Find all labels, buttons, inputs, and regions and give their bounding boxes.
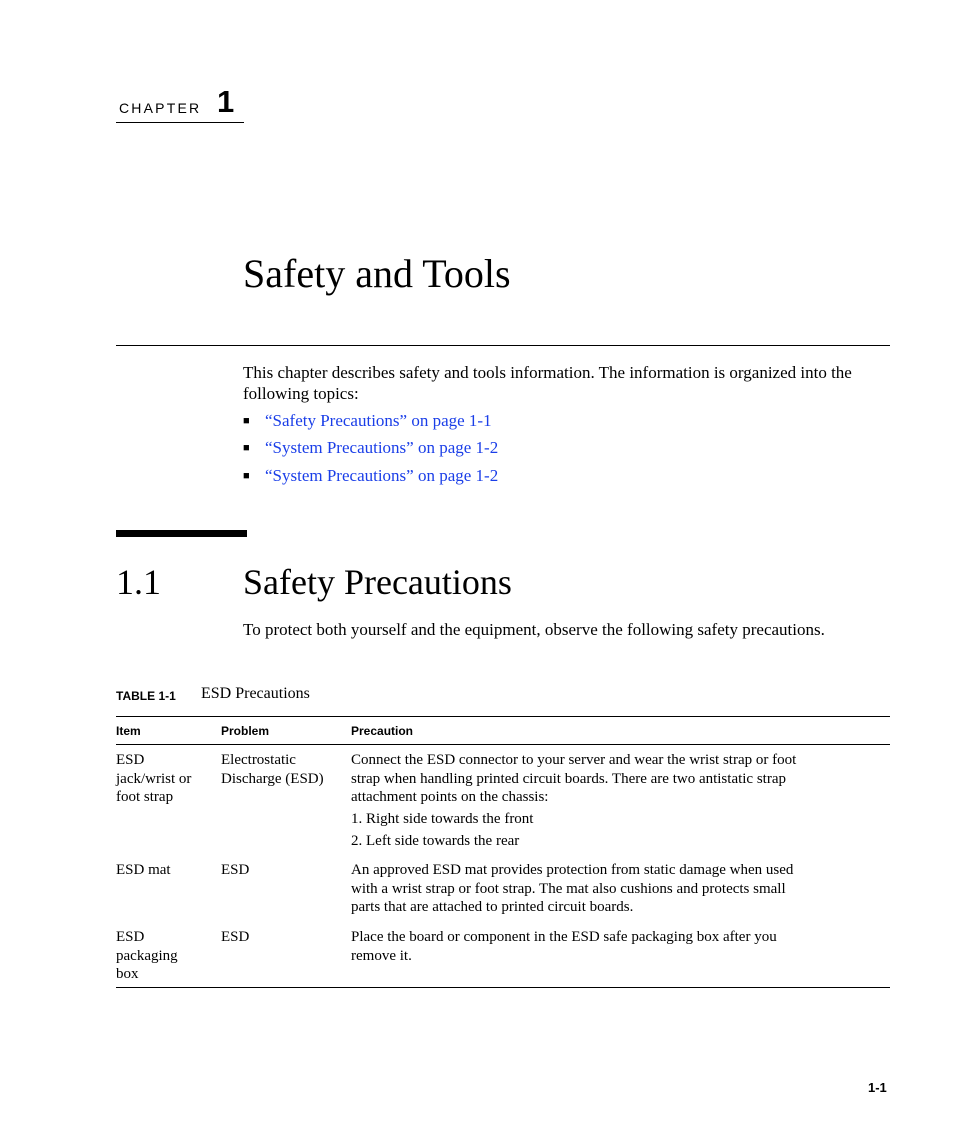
topic-item [243, 410, 492, 432]
bullet-icon: ■ [243, 470, 250, 482]
table-row-problem [221, 928, 249, 947]
table-caption-label: TABLE 1-1 [116, 689, 176, 703]
cell-line: Connect the ESD connector to your server and wear the wrist strap or foot [351, 752, 797, 768]
section-paragraph: To protect both yourself and the equipment, observe the following safety precautions. [243, 620, 825, 639]
cell-line: strap when handling printed circuit boards. There are two antistatic strap [351, 770, 786, 787]
table-row-item [116, 751, 191, 807]
cell-line: ESD [221, 862, 250, 878]
topic-link-safety-precautions[interactable]: “Safety Precautions” on page 1-1 [265, 411, 492, 430]
cell-line: foot strap [116, 789, 174, 805]
table-header-rule [116, 744, 890, 745]
precaution-step: 2. Left side towards the rear [351, 833, 520, 849]
title-divider [116, 345, 890, 346]
cell-line: An approved ESD mat provides protection from static damage when used [351, 862, 794, 878]
cell-line: jack/wrist or [116, 770, 192, 787]
cell-line: Discharge (ESD) [221, 770, 324, 787]
section-number: 1.1 [116, 562, 161, 602]
intro-paragraph: This chapter describes safety and tools information. The information is organized into the following topics: [243, 363, 852, 403]
chapter-number: 1 [217, 84, 235, 119]
column-header-precaution: Precaution [351, 724, 414, 738]
cell-line: box [116, 966, 139, 982]
table-row-problem [221, 751, 324, 788]
table-row-item [116, 861, 171, 880]
topic-link-system-precautions[interactable]: “System Precautions” on page 1-2 [265, 438, 499, 457]
table-row-precaution [351, 928, 777, 965]
topic-item [243, 437, 498, 459]
table-bottom-rule [116, 987, 890, 988]
chapter-title: Safety and Tools [243, 251, 511, 296]
table-caption-text: ESD Precautions [201, 685, 310, 702]
cell-line: ESD [116, 929, 145, 945]
cell-line: parts that are attached to printed circuit boards. [351, 899, 634, 915]
precaution-step: 1. Right side towards the front [351, 811, 534, 827]
column-header-problem: Problem [221, 724, 270, 738]
section-title: Safety Precautions [243, 562, 512, 602]
cell-line: packaging [116, 947, 178, 964]
topic-link-system-precautions-2[interactable]: “System Precautions” on page 1-2 [265, 466, 499, 485]
cell-line: Electrostatic [221, 752, 296, 768]
bullet-icon: ■ [243, 415, 250, 427]
topic-item [243, 465, 498, 487]
table-row-item [116, 928, 178, 984]
table-row-problem [221, 861, 249, 880]
cell-line: ESD [221, 929, 250, 945]
page-number: 1-1 [868, 1080, 887, 1095]
cell-line: ESD mat [116, 862, 171, 878]
section-bar [116, 530, 247, 537]
cell-line: Place the board or component in the ESD safe packaging box after you [351, 929, 777, 945]
column-header-item: Item [116, 724, 141, 738]
table-top-rule [116, 716, 890, 717]
cell-line: ESD [116, 752, 145, 768]
bullet-icon: ■ [243, 442, 250, 454]
chapter-label: CHAPTER [119, 100, 202, 116]
cell-line: with a wrist strap or foot strap. The mat also cushions and protects small [351, 880, 786, 897]
table-row-precaution [351, 861, 793, 917]
cell-line: remove it. [351, 947, 412, 964]
table-row-precaution [351, 751, 796, 807]
cell-line: attachment points on the chassis: [351, 789, 549, 805]
chapter-underline [116, 122, 244, 123]
